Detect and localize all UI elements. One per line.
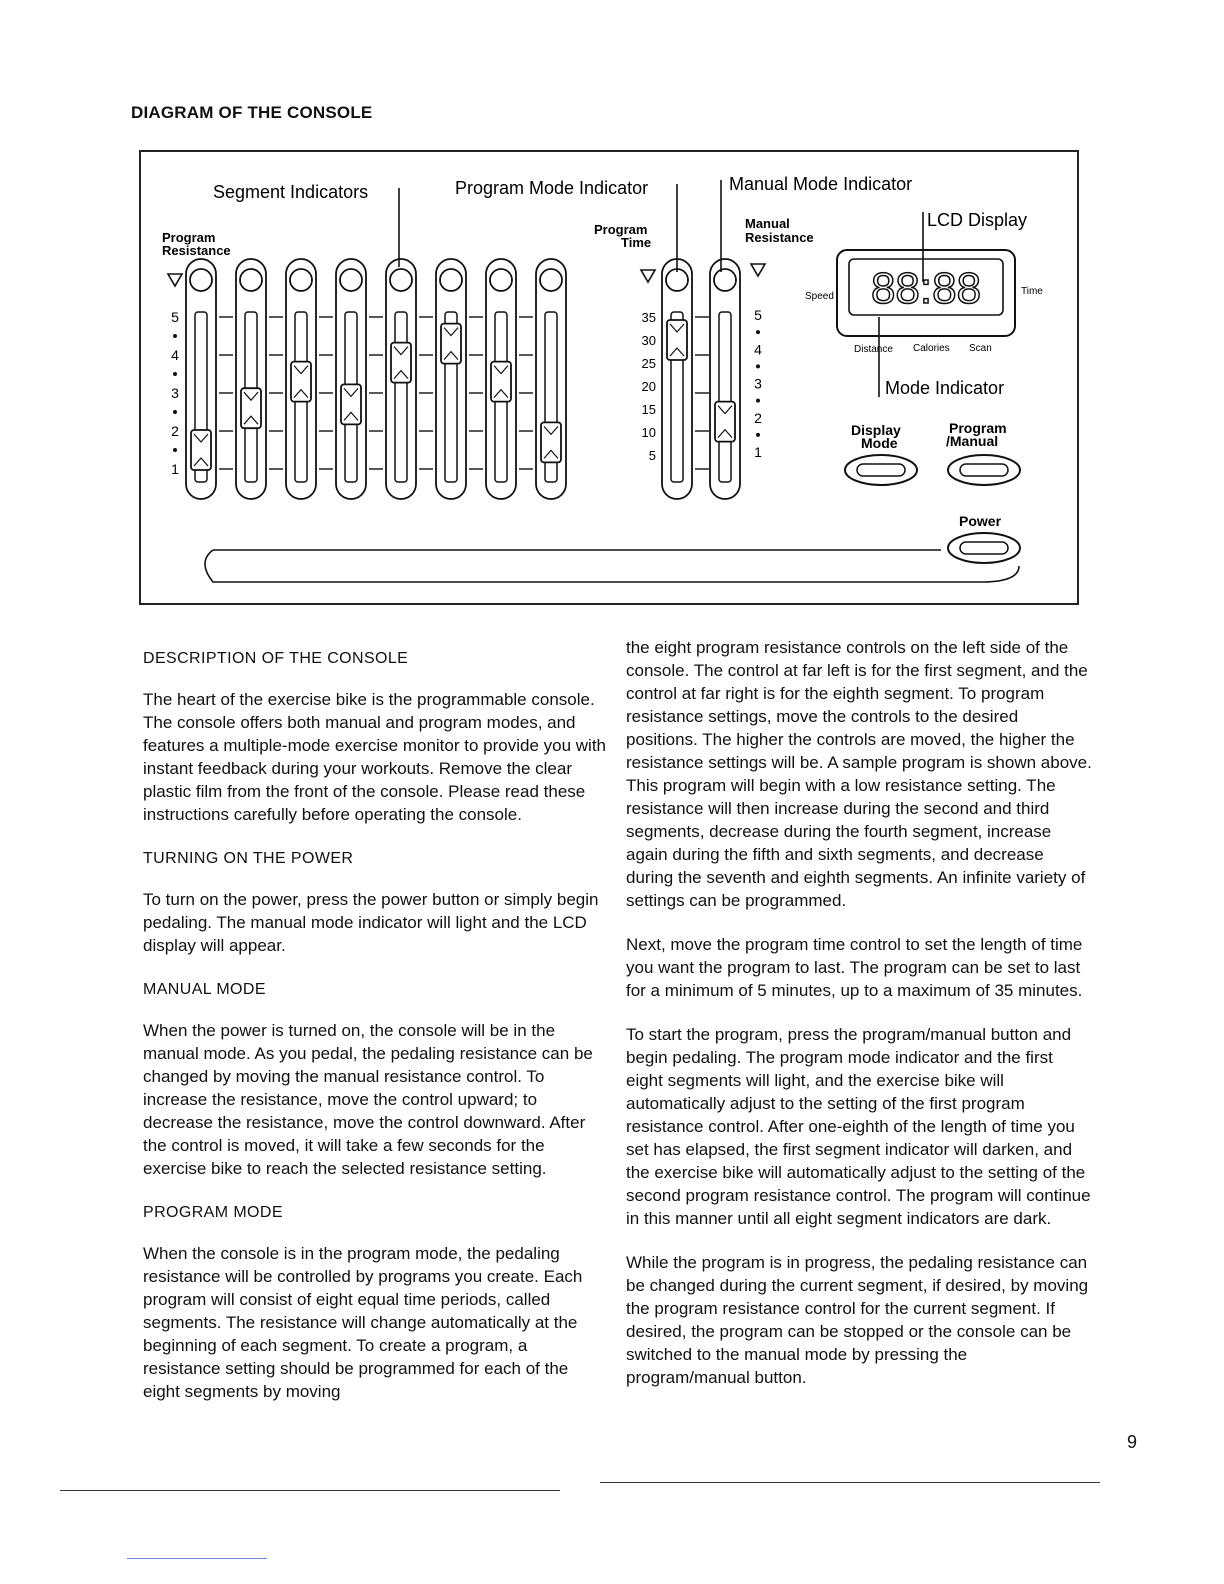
- resistance-dot: [173, 448, 177, 452]
- manual-dot: [756, 330, 760, 334]
- power-body: To turn on the power, press the power button or simply begin pedaling. The manual mode indicator will light and the LCD display will appear.: [143, 890, 599, 955]
- manual-mode-indicator-label: Manual Mode Indicator: [729, 174, 913, 194]
- program-resistance-slider-2-knob[interactable]: [241, 388, 261, 428]
- resistance-scale: [168, 274, 182, 477]
- lcd-speed-label: Speed: [805, 291, 834, 302]
- resistance-dot: [173, 372, 177, 376]
- program-time-label-1: Program: [594, 222, 648, 237]
- display-mode-label-2: Mode: [861, 435, 898, 451]
- program-time-slider[interactable]: [662, 259, 692, 499]
- program-resistance-slider-6-knob[interactable]: [441, 324, 461, 364]
- time-tick-15: 15: [641, 402, 656, 417]
- footer-rule-left: [60, 1490, 560, 1491]
- program-resistance-slider-4-indicator: [340, 269, 362, 291]
- resistance-tick-4: 4: [171, 347, 179, 363]
- time-tick-5: 5: [648, 448, 656, 463]
- display-mode-label-1: Display: [851, 422, 901, 438]
- program-resistance-slider-6-indicator: [440, 269, 462, 291]
- right-paragraph-4: While the program is in progress, the pedaling resistance can be changed during the current segment, if desired, by moving the program resistance control for the current segment. If desired, the program can be stopped or the console can be switched to the manual mode by pressing the program/manual button.: [626, 1253, 1089, 1387]
- manual-resistance-slider[interactable]: [710, 259, 740, 499]
- footer-rule-right: [600, 1482, 1100, 1483]
- description-body: The heart of the exercise bike is the programmable console. The console offers both manual and program modes, and features a multiple-mode exercise monitor to provide you with instant feedback during your workouts. Remove the clear plastic film from the front of the console. Please read these instructions carefully before operating the console.: [143, 690, 606, 824]
- description-heading: DESCRIPTION OF THE CONSOLE: [143, 650, 409, 667]
- slider-controls: [186, 259, 740, 499]
- manual-dot: [756, 364, 760, 368]
- program-resistance-slider-4[interactable]: [336, 259, 366, 499]
- program-resistance-slider-7-knob[interactable]: [491, 362, 511, 402]
- blue-underline: [127, 1558, 267, 1559]
- resistance-dot: [173, 334, 177, 338]
- resistance-tick-3: 3: [171, 385, 179, 401]
- program-resistance-slider-3[interactable]: [286, 259, 316, 499]
- power-label: Power: [959, 513, 1002, 529]
- down-arrow-icon: [168, 274, 182, 286]
- manual-resistance-slider-indicator: [714, 269, 736, 291]
- program-resistance-slider-3-indicator: [290, 269, 312, 291]
- manual-dot: [756, 399, 760, 403]
- down-arrow-icon: [751, 264, 765, 276]
- lcd-digits: 88:88: [870, 264, 982, 313]
- program-resistance-slider-8-indicator: [540, 269, 562, 291]
- program-resistance-slider-5[interactable]: [386, 259, 416, 499]
- right-paragraph-2: Next, move the program time control to set the length of time you want the program to last. The program can be set to last for a minimum of 5 minutes, up to a maximum of 35 minutes.: [626, 935, 1083, 1000]
- power-heading: TURNING ON THE POWER: [143, 850, 354, 867]
- program-time-label-2: Time: [621, 235, 652, 250]
- program-resistance-slider-1[interactable]: [186, 259, 216, 499]
- program-resistance-slider-6[interactable]: [436, 259, 466, 499]
- program-resistance-slider-1-indicator: [190, 269, 212, 291]
- manual-tick-3: 3: [754, 375, 762, 392]
- accessory-tray: [205, 550, 1019, 582]
- resistance-tick-5: 5: [171, 309, 179, 325]
- program-resistance-slider-8[interactable]: [536, 259, 566, 499]
- program-manual-label-2: /Manual: [946, 433, 999, 449]
- manual-resistance-label-2: Resistance: [745, 230, 814, 245]
- right-paragraph-1: the eight program resistance controls on the left side of the console. The control at far left is for the first segment, and the control at far right is for the eighth segment. To program resistance settings, move the controls to the desired positions. The higher the controls are moved, the higher the resistance settings will be. A sample program is shown above. This program will begin with a low resistance setting. The resistance will then increase during the second and third segments, decrease during the fourth segment, increase again during the fifth and sixth segments, and decrease during the seventh and eighth segments. An infinite variety of settings can be programmed.: [626, 638, 1092, 910]
- program-manual-button[interactable]: [948, 455, 1020, 485]
- display-mode-button[interactable]: [845, 455, 917, 485]
- program-body: When the console is in the program mode, the pedaling resistance will be controlled by programs you create. Each program will consist of eight equal time periods, called segments. The resistance will change automatically at the beginning of each segment. To create a program, a resistance setting should be programmed for each of the eight segments by moving: [143, 1244, 583, 1401]
- program-resistance-slider-5-indicator: [390, 269, 412, 291]
- program-resistance-slider-4-knob[interactable]: [341, 384, 361, 424]
- time-tick-35: 35: [641, 310, 656, 325]
- program-resistance-slider-8-knob[interactable]: [541, 422, 561, 462]
- program-resistance-slider-7[interactable]: [486, 259, 516, 499]
- lcd-calories-label: Calories: [913, 343, 950, 354]
- time-tick-25: 25: [641, 356, 656, 371]
- program-time-slider-indicator: [666, 269, 688, 291]
- diagram-title: DIAGRAM OF THE CONSOLE: [131, 103, 373, 122]
- right-paragraph-3: To start the program, press the program/manual button and begin pedaling. The program mode indicator and the first eight segments will light, and the exercise bike will automatically adjust to the setting of the first program resistance control. After one-eighth of the length of time you set has elapsed, the first segment indicator will darken, and the exercise bike will automatically adjust to the setting of the second program resistance control. The program will continue in this manner until all eight segment indicators are dark.: [626, 1025, 1091, 1228]
- page-number: 9: [1127, 1432, 1138, 1452]
- program-resistance-label-1: Program: [162, 230, 216, 245]
- console-svg: [141, 152, 1077, 603]
- down-arrow-icon: [641, 270, 655, 282]
- program-time-slider-knob[interactable]: [667, 320, 687, 360]
- manual-scale: [751, 264, 765, 460]
- program-resistance-slider-5-knob[interactable]: [391, 343, 411, 383]
- lcd-display-label: LCD Display: [927, 210, 1028, 230]
- program-resistance-slider-2[interactable]: [236, 259, 266, 499]
- program-manual-label-1: Program: [949, 420, 1007, 436]
- program-resistance-slider-2-indicator: [240, 269, 262, 291]
- time-tick-20: 20: [641, 379, 656, 394]
- manual-heading: MANUAL MODE: [143, 981, 266, 998]
- lcd-distance-label: Distance: [854, 344, 893, 355]
- left-column: [143, 647, 609, 1424]
- program-resistance-slider-1-knob[interactable]: [191, 430, 211, 470]
- manual-dot: [756, 433, 760, 437]
- manual-tick-4: 4: [754, 341, 762, 358]
- manual-tick-2: 2: [754, 409, 762, 426]
- resistance-dot: [173, 410, 177, 414]
- segment-indicators-label: Segment Indicators: [213, 182, 369, 202]
- time-tick-30: 30: [641, 333, 656, 348]
- console-diagram: [139, 150, 1079, 605]
- manual-body: When the power is turned on, the console will be in the manual mode. As you pedal, the pedaling resistance can be changed by moving the manual resistance control. To increase the resistance, move the control upward; to decrease the resistance, move the control downward. After the control is moved, it will take a few seconds for the exercise bike to reach the selected resistance setting.: [143, 1021, 593, 1178]
- manual-tick-5: 5: [754, 307, 762, 323]
- lcd-time-label: Time: [1021, 286, 1043, 297]
- program-resistance-slider-3-knob[interactable]: [291, 362, 311, 402]
- mode-indicator-label: Mode Indicator: [885, 378, 1005, 398]
- manual-resistance-label-1: Manual: [745, 216, 790, 231]
- program-mode-indicator-label: Program Mode Indicator: [455, 178, 649, 198]
- manual-tick-1: 1: [754, 444, 762, 460]
- manual-resistance-slider-knob[interactable]: [715, 402, 735, 442]
- resistance-tick-1: 1: [171, 461, 179, 477]
- lcd-scan-label: Scan: [969, 343, 992, 354]
- time-scale: [641, 270, 656, 463]
- program-heading: PROGRAM MODE: [143, 1204, 283, 1221]
- power-button[interactable]: [948, 533, 1020, 563]
- right-column: [626, 636, 1092, 1410]
- program-resistance-slider-7-indicator: [490, 269, 512, 291]
- program-resistance-label-2: Resistance: [162, 243, 231, 258]
- time-tick-10: 10: [641, 425, 656, 440]
- resistance-tick-2: 2: [171, 423, 179, 439]
